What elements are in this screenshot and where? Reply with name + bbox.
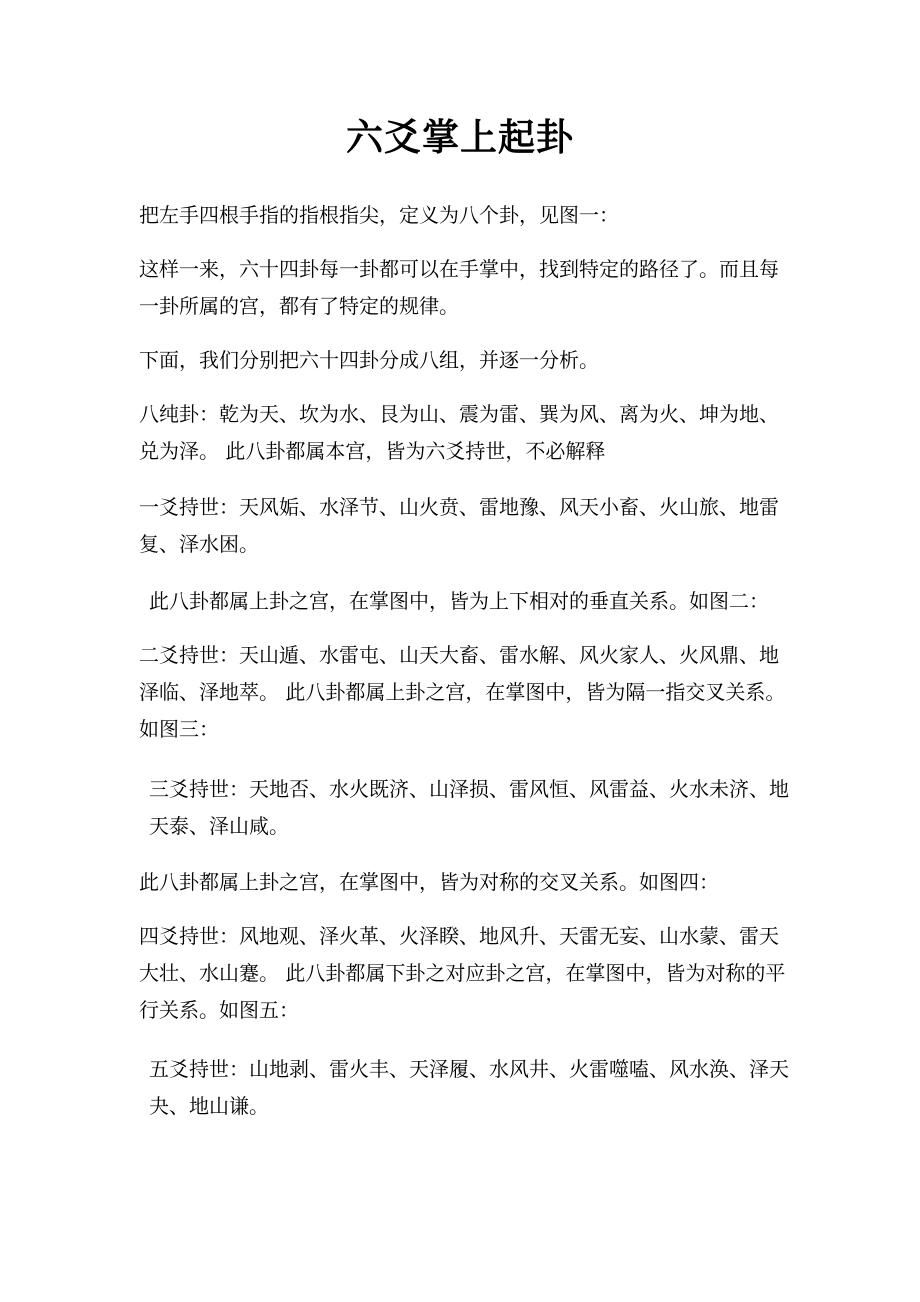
paragraph-fifth-yao: 五爻持世：山地剥、雷火丰、天泽履、水风井、火雷噬嗑、风水涣、泽天夬、地山谦。 [149, 1057, 789, 1118]
paragraph-fourth-yao: 四爻持世：风地观、泽火革、火泽睽、地风升、天雷无妄、山水蒙、雷天大壮、水山蹇。 此八卦都属下卦之对应卦之宫，在掌图中，皆为对称的平行关系。如图五： [139, 924, 786, 1022]
paragraph-grouping: 下面，我们分别把六十四卦分成八组，并逐一分析。 [139, 348, 599, 372]
paragraph-explanation: 这样一来，六十四卦每一卦都可以在手掌中，找到特定的路径了。而且每一卦所属的宫，都有了特定的规律。 [139, 257, 779, 318]
paragraph-third-yao: 三爻持世：天地否、水火既济、山泽损、雷风恒、风雷益、火水未济、地天泰、泽山咸。 [149, 777, 789, 838]
paragraph-figure-four: 此八卦都属上卦之宫，在掌图中，皆为对称的交叉关系。如图四： [139, 870, 719, 894]
paragraph-figure-two: 此八卦都属上卦之宫，在掌图中，皆为上下相对的垂直关系。如图二： [149, 589, 769, 613]
paragraph-first-yao: 一爻持世：天风姤、水泽节、山火贲、雷地豫、风天小畜、火山旅、地雷复、泽水困。 [139, 495, 779, 556]
paragraph-eight-pure: 八纯卦：乾为天、坎为水、艮为山、震为雷、巽为风、离为火、坤为地、兑为泽。 此八卦都属本宫，皆为六爻持世，不必解释 [139, 402, 779, 463]
paragraph-second-yao: 二爻持世：天山遁、水雷屯、山天大畜、雷水解、风火家人、火风鼎、地泽临、泽地萃。 此八卦都属上卦之宫，在掌图中，皆为隔一指交叉关系。如图三： [139, 643, 786, 741]
paragraph-intro: 把左手四根手指的指根指尖，定义为八个卦，见图一： [139, 203, 619, 227]
document-title: 六爻掌上起卦 [346, 115, 574, 159]
